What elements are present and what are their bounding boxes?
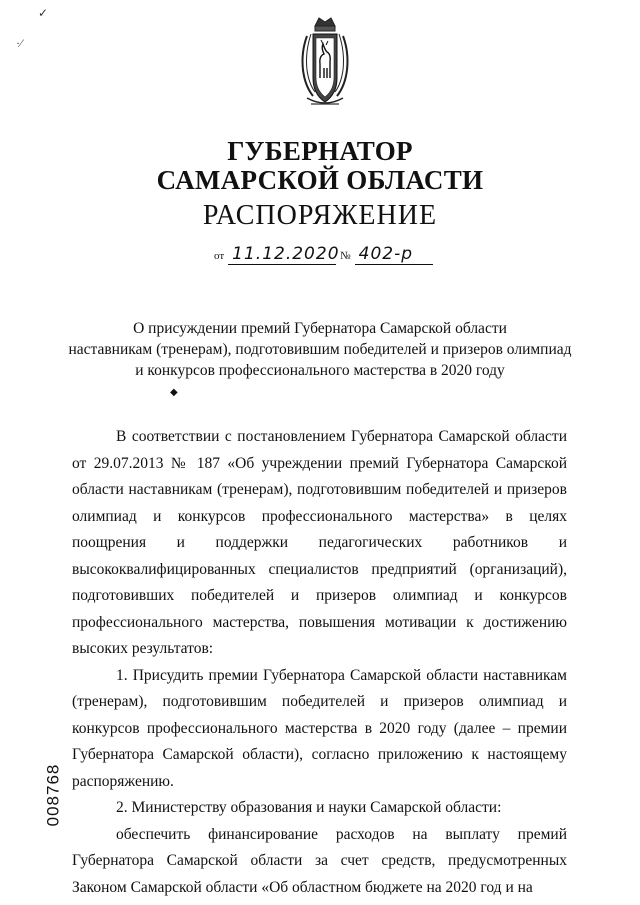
authority-title-line1: ГУБЕРНАТОР: [227, 136, 413, 166]
subject-line: О присуждении премий Губернатора Самарской области: [133, 320, 507, 337]
handwritten-date: 11.12.2020: [228, 244, 336, 265]
subject-line: и конкурсов профессионального мастерства в 2020 году: [135, 362, 505, 379]
registration-line: [214, 244, 437, 265]
serial-number: 008768: [43, 763, 63, 827]
document-subject: [60, 318, 580, 381]
preamble-paragraph: В соответствии с постановлением Губернатора Самарской области от 29.07.2013 № 187 «Об учреждении премий Губернатора Самарской области наставникам (тренерам), подготовившим победителей и призеров олимпиад и конкурсов профессионального мастерства» в целях поощрения и поддержки педагогических работников и высококвалифицированных специалистов предприятий (организаций), подготовивших победителей и призеров олимпиад и конкурсов профессионального мастерства, повышения мотивации к достижению высоких результатов:: [72, 428, 567, 657]
authority-title-line2: САМАРСКОЙ ОБЛАСТИ: [156, 165, 484, 195]
stray-mark: ◆: [170, 387, 178, 398]
coat-of-arms-emblem: [293, 12, 357, 112]
number-prefix: №: [340, 250, 351, 262]
handwritten-number: 402-р: [355, 244, 433, 265]
subject-line: наставникам (тренерам), подготовившим победителей и призеров олимпиад: [68, 341, 572, 358]
item-2-text: обеспечить финансирование расходов на выплату премий Губернатора Самарской области за счет средств, предусмотренных Законом Самарской области «Об областном бюджете на 2020 год и на: [72, 825, 567, 896]
margin-mark: ·⁄: [16, 36, 22, 50]
date-prefix: от: [214, 250, 225, 262]
document-body: [72, 424, 567, 901]
document-type: РАСПОРЯЖЕНИЕ: [202, 200, 438, 231]
corner-mark: ✓: [38, 6, 49, 20]
item-1-paragraph: 1. Присудить премии Губернатора Самарской области наставникам (тренерам), подготовившим победителей и призеров олимпиад и конкурсов профессионального мастерства в 2020 году (далее – премии Губернатора Самарской области), согласно приложению к настоящему распоряжению.: [72, 666, 567, 790]
item-2-heading: 2. Министерству образования и науки Самарской области:: [116, 799, 502, 816]
